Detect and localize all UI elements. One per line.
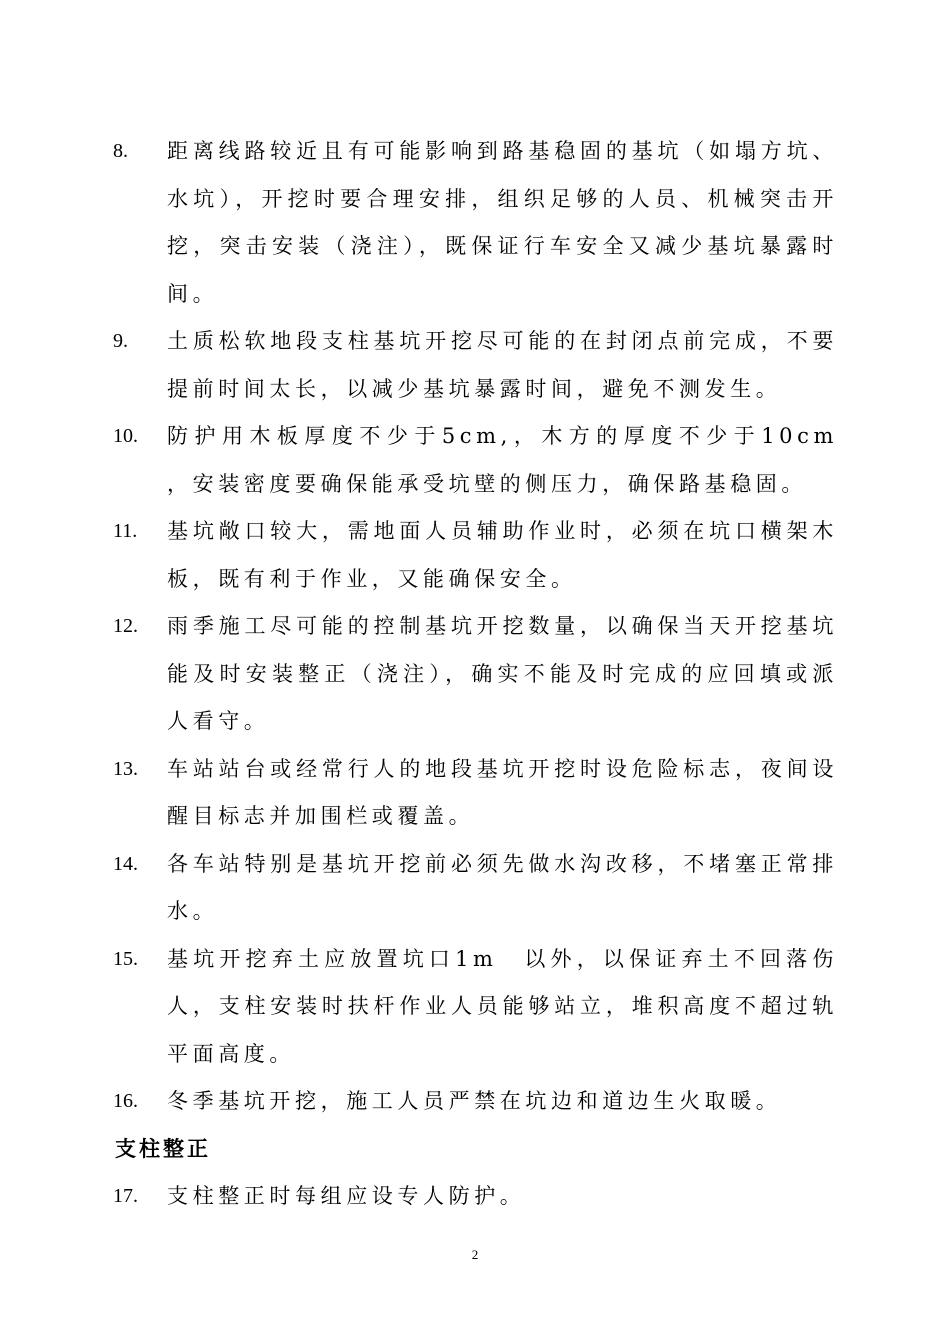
item-text: 土质松软地段支柱基坑开挖尽可能的在封闭点前完成，不要提前时间太长，以减少基坑暴露时间，避免不测发生。: [167, 329, 838, 401]
list-item: [113, 936, 838, 1079]
item-text: 各车站特别是基坑开挖前必须先做水沟改移，不堵塞正常排水。: [167, 851, 838, 923]
item-number: 11.: [113, 520, 138, 542]
item-number: 15.: [113, 947, 138, 970]
list-item: [113, 746, 838, 841]
item-text: 支柱整正时每组应设专人防护。: [167, 1184, 526, 1208]
item-number: 12.: [113, 615, 138, 637]
list-item: [113, 1173, 838, 1221]
item-number: 10.: [113, 425, 138, 447]
item-number: 17.: [113, 1185, 138, 1207]
list-item: [113, 603, 838, 746]
list-item: [113, 413, 864, 508]
item-text: 冬季基坑开挖，施工人员严禁在坑边和道边生火取暖。: [167, 1089, 782, 1113]
section-heading: 支柱整正: [115, 1136, 211, 1161]
list-item: [113, 841, 838, 936]
item-number: 9.: [113, 330, 128, 352]
list-item: [113, 318, 838, 413]
item-text: 车站站台或经常行人的地段基坑开挖时设危险标志，夜间设醒目标志并加围栏或覆盖。: [167, 756, 838, 828]
item-text: 基坑敞口较大，需地面人员辅助作业时，必须在坑口横架木板，既有利于作业，又能确保安全。: [167, 519, 838, 591]
item-number: 16.: [113, 1090, 138, 1112]
item-text: 距离线路较近且有可能影响到路基稳固的基坑（如塌方坑、水坑），开挖时要合理安排，组织足够的人员、机械突击开挖，突击安装（浇注），既保证行车安全又减少基坑暴露时间。: [167, 139, 838, 306]
item-number: 14.: [113, 852, 138, 875]
list-item: [113, 508, 838, 603]
list-item: [113, 1078, 838, 1126]
document-body: [113, 128, 864, 1221]
item-text: 雨季施工尽可能的控制基坑开挖数量，以确保当天开挖基坑能及时安装整正（浇注），确实不能及时完成的应回填或派人看守。: [167, 614, 838, 733]
item-number: 13.: [113, 757, 138, 780]
list-item: [113, 128, 838, 318]
item-text: 防护用木板厚度不少于5cm,，木方的厚度不少于10cm ，安装密度要确保能承受坑壁的侧压力，确保路基稳固。: [167, 424, 864, 496]
page-number: 2: [471, 1247, 479, 1262]
item-number: 8.: [113, 140, 128, 162]
item-text: 基坑开挖弃土应放置坑口1m 以外，以保证弃土不回落伤人，支柱安装时扶杆作业人员能够站立，堆积高度不超过轨平面高度。: [167, 946, 838, 1066]
